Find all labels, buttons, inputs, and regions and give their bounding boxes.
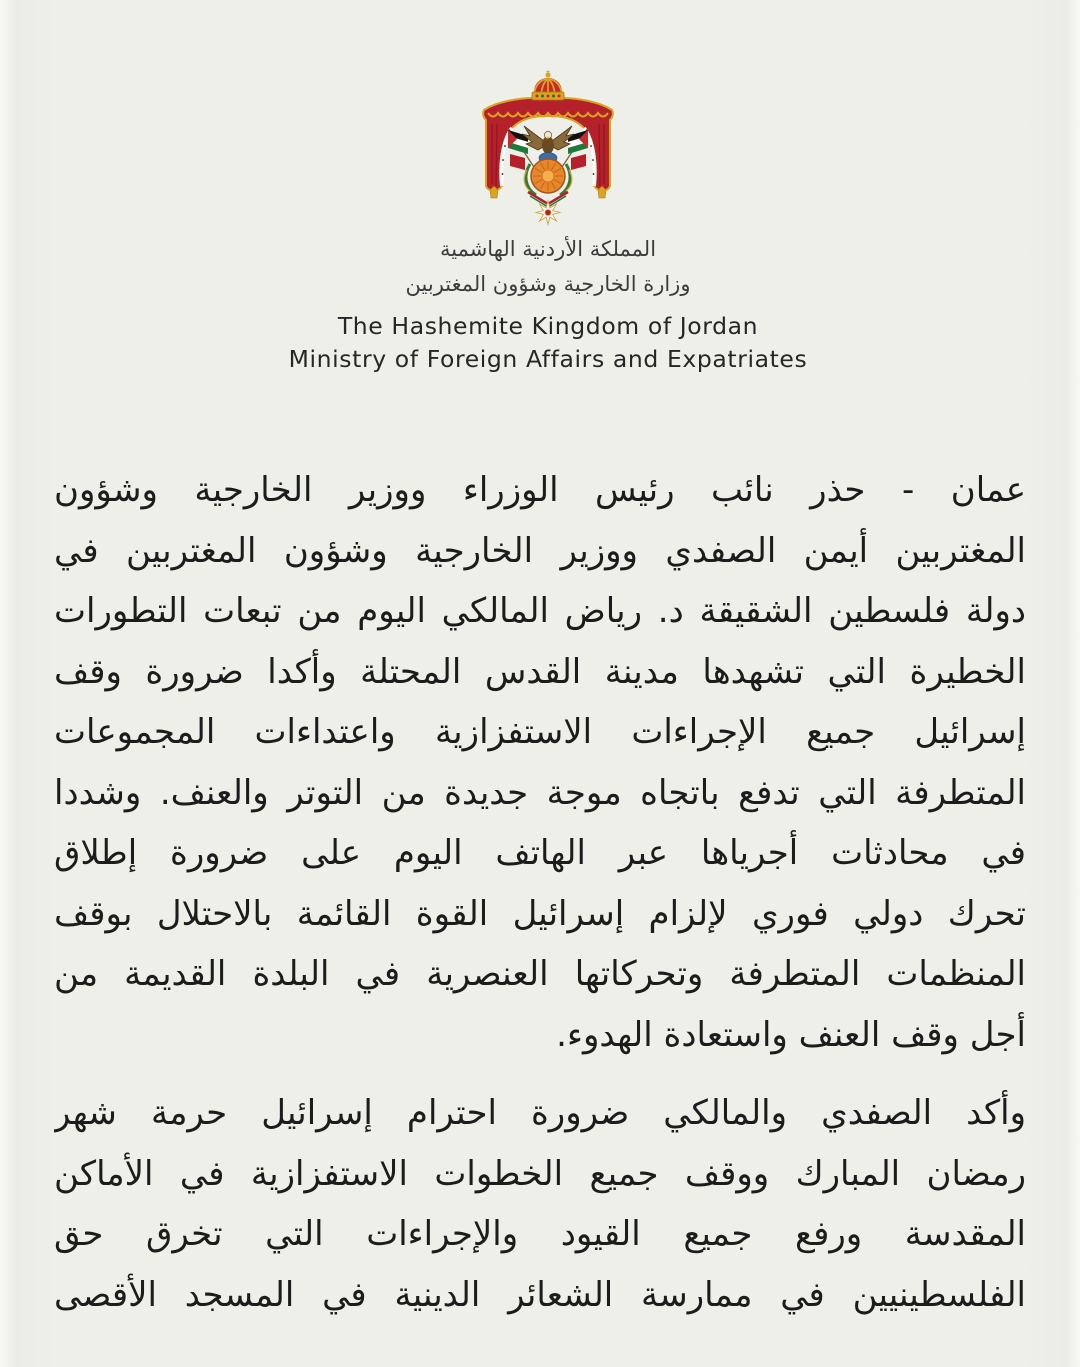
statement-line: المقدسة ورفع جميع القيود والإجراءات التي تخرق حق	[54, 1214, 1026, 1254]
order-cross	[528, 192, 568, 225]
statement-line: إسرائيل جميع الإجراءات الاستفزازية واعتداءات المجموعات	[54, 712, 1026, 752]
letterhead-english-ministry: Ministry of Foreign Affairs and Expatriates	[288, 345, 808, 373]
jordan-coat-of-arms-icon	[478, 70, 618, 226]
letterhead-arabic-ministry: وزارة الخارجية وشؤون المغتربين	[405, 272, 691, 296]
letterhead-english-kingdom: The Hashemite Kingdom of Jordan	[337, 312, 759, 340]
eagle	[522, 126, 574, 154]
statement-line: رمضان المبارك ووقف جميع الخطوات الاستفزازية في الأماكن	[54, 1153, 1026, 1194]
statement-line: دولة فلسطين الشقيقة د. رياض المالكي اليوم من تبعات التطورات	[54, 591, 1026, 631]
crown	[532, 71, 564, 101]
statement-line: الخطيرة التي تشهدها مدينة القدس المحتلة وأكدا ضرورة وقف	[54, 651, 1026, 692]
statement-body	[54, 460, 1026, 1325]
sun-shield	[531, 159, 565, 193]
statement-line: الفلسطينيين في ممارسة الشعائر الدينية في المسجد الأقصى	[54, 1274, 1026, 1315]
statement-paragraph-2	[54, 1083, 1026, 1325]
statement-line: في محادثات أجرياها عبر الهاتف اليوم على ضرورة إطلاق	[54, 833, 1026, 873]
statement-line: أجل وقف العنف واستعادة الهدوء.	[556, 1014, 1026, 1055]
statement-line: المتطرفة التي تدفع باتجاه موجة جديدة من التوتر والعنف. وشددا	[54, 772, 1026, 813]
statement-paragraph-1	[54, 460, 1026, 1065]
statement-line: المغتربين أيمن الصفدي ووزير الخارجية وشؤون المغتربين في	[54, 530, 1026, 571]
letterhead-arabic-kingdom: المملكة الأردنية الهاشمية	[439, 237, 657, 261]
statement-line: المنظمات المتطرفة وتحركاتها العنصرية في البلدة القديمة من	[54, 954, 1026, 994]
statement-line: تحرك دولي فوري لإلزام إسرائيل القوة القائمة بالاحتلال بوقف	[54, 893, 1026, 934]
statement-line: وأكد الصفدي والمالكي ضرورة احترام إسرائيل حرمة شهر	[54, 1093, 1026, 1133]
statement-line: عمان - حذر نائب رئيس الوزراء ووزير الخارجية وشؤون	[54, 470, 1026, 510]
